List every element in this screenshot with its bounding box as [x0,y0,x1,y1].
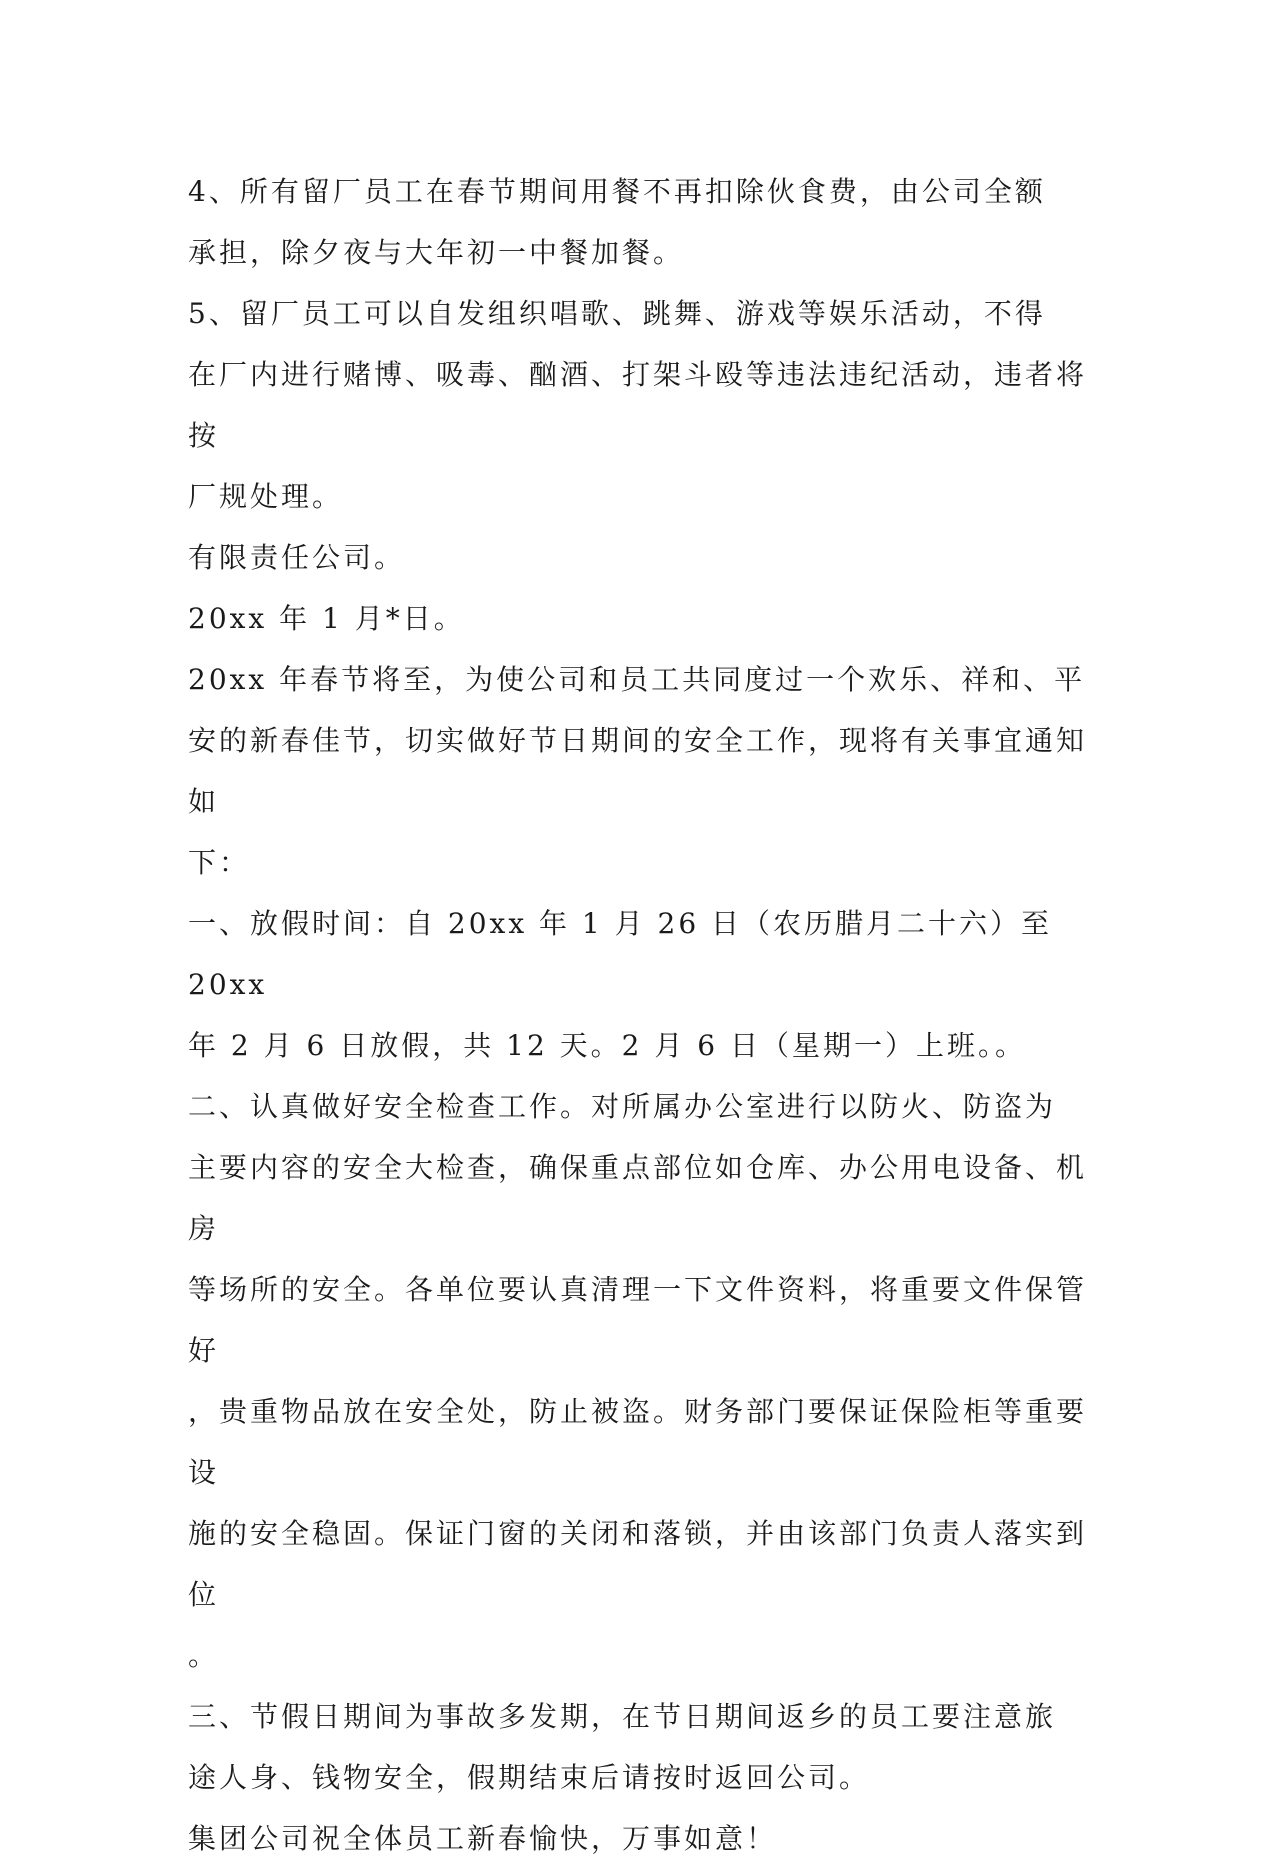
company-signature: 有限责任公司。 [188,541,406,574]
signature-date: 20xx 年 1 月*日。 [188,602,465,635]
paragraph-item-4-meals: 4、所有留厂员工在春节期间用餐不再扣除伙食费，由公司全额 承担，除夕夜与大年初一中餐加餐。 [188,175,1046,269]
closing-greeting: 集团公司祝全体员工新春愉快，万事如意！ [188,1822,778,1855]
document-body [188,161,1088,1869]
section-holiday-time: 一、放假时间：自 20xx 年 1 月 26 日（农历腊月二十六）至 20xx 年 2 月 6 日放假，共 12 天。2 月 6 日（星期一）上班。。 [188,907,1053,1062]
paragraph-item-5-activities: 5、留厂员工可以自发组织唱歌、跳舞、游戏等娱乐活动，不得 在厂内进行赌博、吸毒、酗酒、打架斗殴等违法违纪活动，违者将按 厂规处理。 [188,297,1088,513]
section-safety-inspection: 二、认真做好安全检查工作。对所属办公室进行以防火、防盗为 主要内容的安全大检查，确保重点部位如仓库、办公用电设备、机房 等场所的安全。各单位要认真清理一下文件资料，将重要文件保管好 ，贵重物品放在安全处，防止被盗。财务部门要保证保险柜等重要设 施的安全稳固。保证门窗的关闭和落锁，并由该部门负责人落实到位 。 [188,1090,1088,1672]
section-travel-safety: 三、节假日期间为事故多发期，在节日期间返乡的员工要注意旅 途人身、钱物安全，假期结束后请按时返回公司。 [188,1700,1057,1794]
notice-intro: 20xx 年春节将至，为使公司和员工共同度过一个欢乐、祥和、平 安的新春佳节，切实做好节日期间的安全工作，现将有关事宜通知如 下： [188,663,1088,879]
